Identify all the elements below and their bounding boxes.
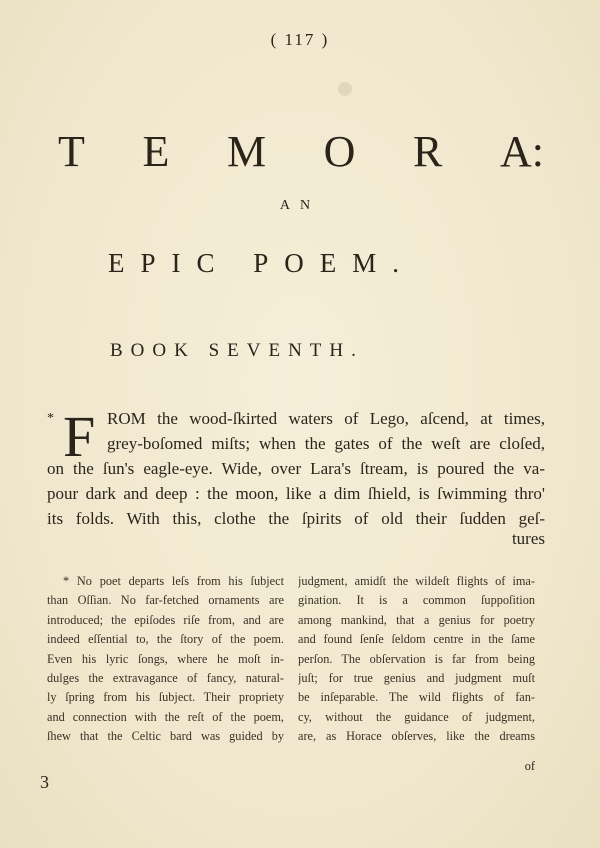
footnote-line: among mankind, that a genius for poetry [298,612,535,627]
body-line: its folds. With this, clothe the ſpirits of old their ſudden geſ- [47,509,545,528]
signature-mark: 3 [40,772,49,792]
title-letter: T [58,127,85,176]
footnote-line: indeed eſſential to, the ſtory of the poem. [47,632,284,647]
paper-smudge [338,82,352,96]
page-title [58,126,544,177]
footnote-line: and found ſenſe ſeldom centre in the ſame [298,632,535,647]
footnote-line: ſhew that the Celtic bard was guided by [47,729,284,744]
footnote-catchword: of [524,759,535,773]
body-line: ROM the wood-ſkirted waters of Lego, aſcend, at times, [107,409,545,428]
footnote-line: ly ſpring from his ſubject. Their propriety [47,690,284,705]
footnote-line: Even his lyric ſongs, where he moſt in- [47,651,284,666]
footnote-line: cy, without the guidance of judgment, [298,709,535,724]
body-line: pour dark and deep : the moon, like a dim ſhield, is ſwimming thro' [47,484,545,503]
footnote-line: introduced; the epiſodes riſe from, and are [47,612,284,627]
footnote-line: are, as Horace obſerves, like the dreams [298,729,535,744]
footnote-line: than Oſſian. No far-fetched ornaments are [47,593,284,608]
book-heading: BOOK SEVENTH. [110,340,364,361]
footnote-line: and connection with the reſt of the poem, [47,709,284,724]
page-number: ( 117 ) [270,30,330,49]
footnote-line: judgment, amidſt the wildeſt flights of ima- [298,574,535,588]
drop-cap: F [63,404,96,469]
title-letter: R [413,127,443,176]
footnote-line: juſt; for true genius and judgment muſt [298,670,535,685]
title-letter: M [226,127,267,176]
subtitle: EPIC POEM. [108,248,416,278]
body-line: on the ſun's eagle-eye. Wide, over Lara's ſtream, is poured the va- [47,459,545,478]
footnote-line: * No poet departs leſs from his ſubject [63,574,284,588]
footnote-line: be inſeparable. The wild flights of fan- [298,690,535,705]
title-letter: O [323,127,356,176]
footnote-column-left [47,572,284,747]
footnote-line: gination. It is a common ſuppoſition [298,593,535,608]
footnote-column-right [298,572,535,747]
title-letter: E [142,127,170,176]
title-letter: A: [499,127,544,176]
footnote-line: dulges the extravagance of fancy, natural- [47,670,284,685]
footnote-mark: * [47,411,54,426]
body-line: grey-boſomed miſts; when the gates of the weſt are cloſed, [107,434,545,453]
footnote-line: perſon. The obſervation is far from being [298,651,535,666]
footnote [47,572,535,747]
body-text [47,406,545,531]
catchword: tures [511,529,545,548]
subtitle-an: AN [279,198,321,213]
